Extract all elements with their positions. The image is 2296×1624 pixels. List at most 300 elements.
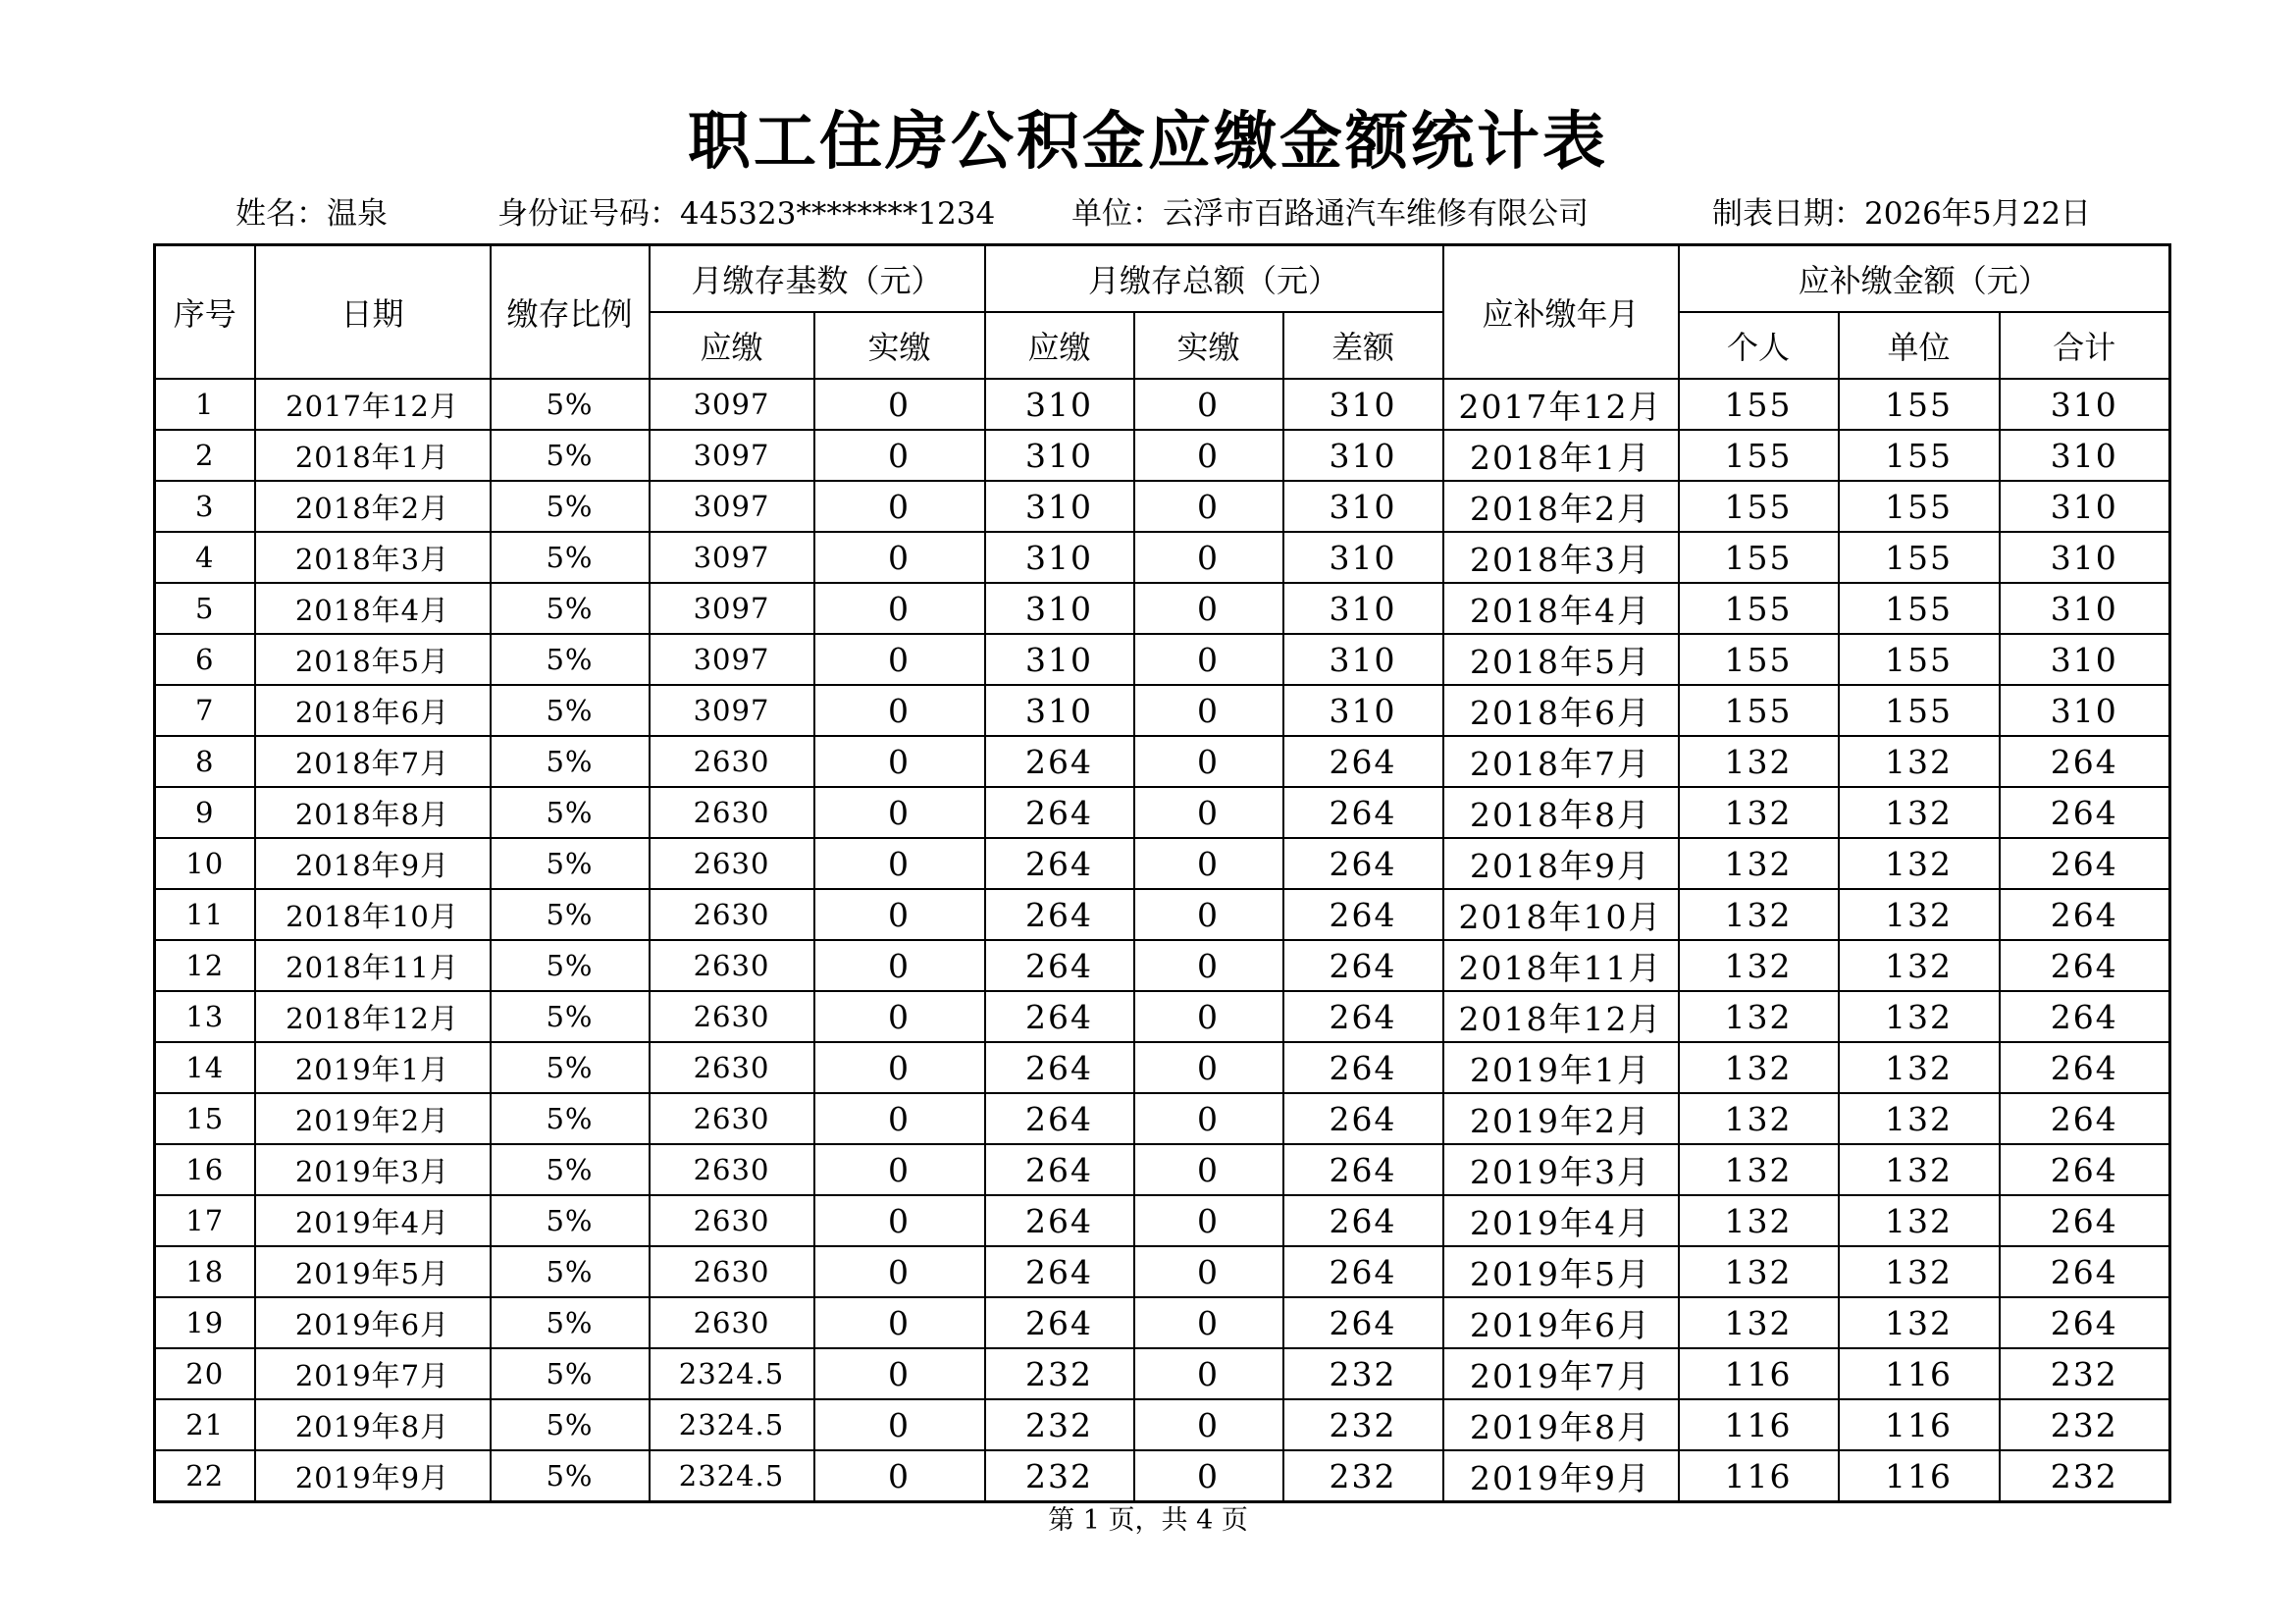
table-row xyxy=(155,889,2170,940)
cell-base-due: 2630 xyxy=(650,1093,814,1144)
cell-company: 116 xyxy=(1839,1348,2000,1399)
cell-sum: 264 xyxy=(2000,838,2170,889)
cell-total-paid: 0 xyxy=(1134,1450,1283,1502)
cell-month: 2018年9月 xyxy=(1443,838,1679,889)
cell-company: 132 xyxy=(1839,787,2000,838)
cell-seq: 20 xyxy=(155,1348,255,1399)
table-row xyxy=(155,991,2170,1042)
cell-date: 2019年7月 xyxy=(255,1348,491,1399)
table-row xyxy=(155,430,2170,481)
cell-company: 155 xyxy=(1839,379,2000,430)
cell-ratio: 5% xyxy=(491,481,650,532)
cell-base-due: 3097 xyxy=(650,583,814,634)
cell-ratio: 5% xyxy=(491,889,650,940)
cell-total-due: 264 xyxy=(985,1093,1134,1144)
cell-base-due: 2630 xyxy=(650,838,814,889)
cell-base-paid: 0 xyxy=(814,940,985,991)
cell-date: 2019年4月 xyxy=(255,1195,491,1246)
cell-sum: 264 xyxy=(2000,1093,2170,1144)
cell-total-due: 310 xyxy=(985,430,1134,481)
cell-base-due: 2324.5 xyxy=(650,1399,814,1450)
employer-unit: 单位：云浮市百路通汽车维修有限公司 xyxy=(1071,196,1589,232)
cell-diff: 310 xyxy=(1283,685,1443,736)
cell-ratio: 5% xyxy=(491,838,650,889)
cell-base-due: 2630 xyxy=(650,991,814,1042)
cell-total-due: 310 xyxy=(985,685,1134,736)
employee-name: 姓名：温泉 xyxy=(235,196,388,232)
cell-base-paid: 0 xyxy=(814,787,985,838)
header-base: 月缴存基数（元） xyxy=(650,245,985,313)
cell-company: 132 xyxy=(1839,1297,2000,1348)
cell-total-paid: 0 xyxy=(1134,1348,1283,1399)
cell-seq: 3 xyxy=(155,481,255,532)
cell-company: 132 xyxy=(1839,1042,2000,1093)
cell-total-due: 264 xyxy=(985,787,1134,838)
header-amount: 应补缴金额（元） xyxy=(1679,245,2170,313)
cell-seq: 19 xyxy=(155,1297,255,1348)
table-row xyxy=(155,1297,2170,1348)
cell-base-due: 2630 xyxy=(650,1042,814,1093)
cell-total-paid: 0 xyxy=(1134,1042,1283,1093)
cell-diff: 310 xyxy=(1283,532,1443,583)
header-total-paid: 实缴 xyxy=(1134,312,1283,379)
cell-date: 2018年11月 xyxy=(255,940,491,991)
cell-diff: 264 xyxy=(1283,1042,1443,1093)
cell-sum: 310 xyxy=(2000,379,2170,430)
cell-date: 2018年9月 xyxy=(255,838,491,889)
cell-diff: 232 xyxy=(1283,1450,1443,1502)
cell-seq: 22 xyxy=(155,1450,255,1502)
cell-total-due: 310 xyxy=(985,379,1134,430)
cell-sum: 232 xyxy=(2000,1348,2170,1399)
cell-company: 132 xyxy=(1839,889,2000,940)
cell-date: 2018年7月 xyxy=(255,736,491,787)
cell-total-due: 264 xyxy=(985,736,1134,787)
cell-seq: 8 xyxy=(155,736,255,787)
cell-total-paid: 0 xyxy=(1134,889,1283,940)
cell-total-paid: 0 xyxy=(1134,481,1283,532)
cell-total-paid: 0 xyxy=(1134,685,1283,736)
cell-total-paid: 0 xyxy=(1134,379,1283,430)
cell-personal: 116 xyxy=(1679,1399,1839,1450)
cell-seq: 17 xyxy=(155,1195,255,1246)
cell-base-paid: 0 xyxy=(814,1093,985,1144)
table-row xyxy=(155,379,2170,430)
cell-diff: 264 xyxy=(1283,991,1443,1042)
cell-seq: 9 xyxy=(155,787,255,838)
cell-total-due: 264 xyxy=(985,889,1134,940)
header-total-due: 应缴 xyxy=(985,312,1134,379)
cell-sum: 264 xyxy=(2000,736,2170,787)
cell-month: 2019年9月 xyxy=(1443,1450,1679,1502)
table-row xyxy=(155,1144,2170,1195)
cell-total-paid: 0 xyxy=(1134,787,1283,838)
table-row xyxy=(155,685,2170,736)
cell-month: 2018年1月 xyxy=(1443,430,1679,481)
cell-date: 2018年2月 xyxy=(255,481,491,532)
cell-diff: 310 xyxy=(1283,379,1443,430)
cell-ratio: 5% xyxy=(491,430,650,481)
cell-month: 2018年2月 xyxy=(1443,481,1679,532)
cell-total-due: 232 xyxy=(985,1399,1134,1450)
cell-base-paid: 0 xyxy=(814,1297,985,1348)
cell-month: 2017年12月 xyxy=(1443,379,1679,430)
cell-company: 132 xyxy=(1839,736,2000,787)
cell-base-due: 3097 xyxy=(650,481,814,532)
header-sum: 合计 xyxy=(2000,312,2170,379)
cell-base-paid: 0 xyxy=(814,838,985,889)
cell-total-due: 264 xyxy=(985,940,1134,991)
cell-seq: 7 xyxy=(155,685,255,736)
id-number: 身份证号码：445323********1234 xyxy=(497,196,996,232)
cell-company: 155 xyxy=(1839,430,2000,481)
cell-diff: 264 xyxy=(1283,1195,1443,1246)
cell-seq: 11 xyxy=(155,889,255,940)
cell-personal: 155 xyxy=(1679,685,1839,736)
cell-sum: 264 xyxy=(2000,1297,2170,1348)
cell-personal: 155 xyxy=(1679,583,1839,634)
cell-personal: 132 xyxy=(1679,1042,1839,1093)
header-base-paid: 实缴 xyxy=(814,312,985,379)
cell-base-paid: 0 xyxy=(814,685,985,736)
cell-date: 2019年2月 xyxy=(255,1093,491,1144)
cell-diff: 310 xyxy=(1283,481,1443,532)
cell-date: 2019年5月 xyxy=(255,1246,491,1297)
cell-seq: 6 xyxy=(155,634,255,685)
table-row xyxy=(155,1450,2170,1502)
cell-personal: 132 xyxy=(1679,1297,1839,1348)
cell-seq: 1 xyxy=(155,379,255,430)
cell-ratio: 5% xyxy=(491,1093,650,1144)
cell-diff: 232 xyxy=(1283,1348,1443,1399)
cell-base-paid: 0 xyxy=(814,1399,985,1450)
header-diff: 差额 xyxy=(1283,312,1443,379)
cell-base-paid: 0 xyxy=(814,1246,985,1297)
table-row xyxy=(155,583,2170,634)
cell-base-due: 3097 xyxy=(650,379,814,430)
cell-month: 2019年2月 xyxy=(1443,1093,1679,1144)
cell-total-paid: 0 xyxy=(1134,430,1283,481)
page-footer: 第 1 页，共 4 页 xyxy=(1048,1505,1248,1536)
cell-month: 2018年6月 xyxy=(1443,685,1679,736)
cell-company: 155 xyxy=(1839,685,2000,736)
cell-total-due: 264 xyxy=(985,1042,1134,1093)
cell-sum: 264 xyxy=(2000,1246,2170,1297)
cell-sum: 232 xyxy=(2000,1450,2170,1502)
cell-month: 2018年5月 xyxy=(1443,634,1679,685)
cell-base-due: 2630 xyxy=(650,736,814,787)
cell-month: 2019年8月 xyxy=(1443,1399,1679,1450)
page-title: 职工住房公积金应缴金额统计表 xyxy=(688,106,1608,179)
cell-base-paid: 0 xyxy=(814,1144,985,1195)
cell-company: 155 xyxy=(1839,583,2000,634)
cell-diff: 264 xyxy=(1283,1093,1443,1144)
cell-date: 2019年9月 xyxy=(255,1450,491,1502)
cell-total-due: 264 xyxy=(985,838,1134,889)
cell-base-paid: 0 xyxy=(814,991,985,1042)
cell-sum: 264 xyxy=(2000,991,2170,1042)
cell-sum: 264 xyxy=(2000,1144,2170,1195)
cell-diff: 264 xyxy=(1283,1144,1443,1195)
cell-base-due: 3097 xyxy=(650,430,814,481)
cell-date: 2018年5月 xyxy=(255,634,491,685)
cell-base-due: 2324.5 xyxy=(650,1348,814,1399)
cell-month: 2019年4月 xyxy=(1443,1195,1679,1246)
cell-diff: 264 xyxy=(1283,838,1443,889)
cell-date: 2018年12月 xyxy=(255,991,491,1042)
cell-seq: 2 xyxy=(155,430,255,481)
cell-diff: 310 xyxy=(1283,430,1443,481)
cell-base-paid: 0 xyxy=(814,532,985,583)
cell-sum: 264 xyxy=(2000,889,2170,940)
header-seq: 序号 xyxy=(155,245,255,380)
cell-date: 2018年8月 xyxy=(255,787,491,838)
cell-sum: 310 xyxy=(2000,481,2170,532)
table-row xyxy=(155,481,2170,532)
cell-total-paid: 0 xyxy=(1134,1399,1283,1450)
report-date: 制表日期：2026年5月22日 xyxy=(1712,196,2092,232)
cell-total-due: 264 xyxy=(985,991,1134,1042)
cell-company: 116 xyxy=(1839,1399,2000,1450)
table-row xyxy=(155,1093,2170,1144)
cell-company: 132 xyxy=(1839,1195,2000,1246)
cell-ratio: 5% xyxy=(491,1195,650,1246)
cell-base-paid: 0 xyxy=(814,736,985,787)
cell-date: 2019年6月 xyxy=(255,1297,491,1348)
cell-personal: 155 xyxy=(1679,481,1839,532)
cell-diff: 264 xyxy=(1283,736,1443,787)
cell-sum: 310 xyxy=(2000,430,2170,481)
cell-date: 2017年12月 xyxy=(255,379,491,430)
cell-ratio: 5% xyxy=(491,1399,650,1450)
table-row xyxy=(155,1195,2170,1246)
cell-total-paid: 0 xyxy=(1134,1297,1283,1348)
cell-ratio: 5% xyxy=(491,1042,650,1093)
cell-company: 155 xyxy=(1839,634,2000,685)
cell-seq: 10 xyxy=(155,838,255,889)
cell-total-due: 310 xyxy=(985,481,1134,532)
cell-seq: 15 xyxy=(155,1093,255,1144)
cell-base-due: 2630 xyxy=(650,1144,814,1195)
table-row xyxy=(155,1246,2170,1297)
cell-diff: 310 xyxy=(1283,634,1443,685)
cell-base-due: 2324.5 xyxy=(650,1450,814,1502)
cell-date: 2019年8月 xyxy=(255,1399,491,1450)
cell-company: 155 xyxy=(1839,481,2000,532)
cell-sum: 264 xyxy=(2000,1195,2170,1246)
cell-base-due: 2630 xyxy=(650,1297,814,1348)
cell-total-paid: 0 xyxy=(1134,991,1283,1042)
cell-company: 132 xyxy=(1839,940,2000,991)
cell-date: 2018年10月 xyxy=(255,889,491,940)
header-month: 应补缴年月 xyxy=(1443,245,1679,380)
cell-base-due: 2630 xyxy=(650,1246,814,1297)
cell-personal: 132 xyxy=(1679,736,1839,787)
cell-ratio: 5% xyxy=(491,583,650,634)
cell-total-due: 264 xyxy=(985,1195,1134,1246)
cell-seq: 13 xyxy=(155,991,255,1042)
cell-total-paid: 0 xyxy=(1134,634,1283,685)
table-row xyxy=(155,787,2170,838)
cell-personal: 132 xyxy=(1679,838,1839,889)
cell-seq: 5 xyxy=(155,583,255,634)
cell-date: 2018年6月 xyxy=(255,685,491,736)
cell-sum: 232 xyxy=(2000,1399,2170,1450)
cell-diff: 264 xyxy=(1283,940,1443,991)
header-total: 月缴存总额（元） xyxy=(985,245,1443,313)
cell-company: 132 xyxy=(1839,1246,2000,1297)
cell-diff: 264 xyxy=(1283,1297,1443,1348)
cell-base-paid: 0 xyxy=(814,379,985,430)
cell-base-paid: 0 xyxy=(814,583,985,634)
cell-seq: 12 xyxy=(155,940,255,991)
cell-ratio: 5% xyxy=(491,1144,650,1195)
cell-ratio: 5% xyxy=(491,379,650,430)
cell-base-due: 3097 xyxy=(650,685,814,736)
cell-personal: 132 xyxy=(1679,940,1839,991)
cell-month: 2019年5月 xyxy=(1443,1246,1679,1297)
cell-month: 2018年3月 xyxy=(1443,532,1679,583)
cell-total-due: 264 xyxy=(985,1144,1134,1195)
cell-personal: 155 xyxy=(1679,379,1839,430)
cell-seq: 16 xyxy=(155,1144,255,1195)
cell-personal: 155 xyxy=(1679,430,1839,481)
cell-base-due: 2630 xyxy=(650,787,814,838)
cell-ratio: 5% xyxy=(491,1348,650,1399)
cell-base-due: 2630 xyxy=(650,940,814,991)
cell-total-paid: 0 xyxy=(1134,1093,1283,1144)
cell-base-paid: 0 xyxy=(814,1195,985,1246)
cell-personal: 155 xyxy=(1679,532,1839,583)
cell-personal: 116 xyxy=(1679,1348,1839,1399)
header-date: 日期 xyxy=(255,245,491,380)
cell-total-paid: 0 xyxy=(1134,940,1283,991)
cell-base-due: 3097 xyxy=(650,634,814,685)
cell-ratio: 5% xyxy=(491,685,650,736)
cell-total-paid: 0 xyxy=(1134,1246,1283,1297)
cell-sum: 310 xyxy=(2000,532,2170,583)
cell-base-paid: 0 xyxy=(814,1450,985,1502)
cell-sum: 310 xyxy=(2000,685,2170,736)
table-row xyxy=(155,940,2170,991)
cell-month: 2018年7月 xyxy=(1443,736,1679,787)
cell-ratio: 5% xyxy=(491,1450,650,1502)
cell-date: 2018年3月 xyxy=(255,532,491,583)
table-row xyxy=(155,838,2170,889)
cell-diff: 264 xyxy=(1283,889,1443,940)
cell-company: 155 xyxy=(1839,532,2000,583)
cell-company: 132 xyxy=(1839,991,2000,1042)
cell-total-due: 310 xyxy=(985,583,1134,634)
cell-company: 132 xyxy=(1839,1144,2000,1195)
cell-ratio: 5% xyxy=(491,736,650,787)
contribution-table xyxy=(153,243,2171,1503)
cell-personal: 132 xyxy=(1679,889,1839,940)
cell-base-due: 3097 xyxy=(650,532,814,583)
cell-base-paid: 0 xyxy=(814,1042,985,1093)
cell-date: 2018年1月 xyxy=(255,430,491,481)
header-base-due: 应缴 xyxy=(650,312,814,379)
cell-total-due: 232 xyxy=(985,1450,1134,1502)
cell-month: 2018年4月 xyxy=(1443,583,1679,634)
cell-total-due: 310 xyxy=(985,532,1134,583)
cell-total-paid: 0 xyxy=(1134,583,1283,634)
cell-base-paid: 0 xyxy=(814,481,985,532)
cell-total-paid: 0 xyxy=(1134,532,1283,583)
cell-personal: 155 xyxy=(1679,634,1839,685)
cell-date: 2019年1月 xyxy=(255,1042,491,1093)
cell-seq: 14 xyxy=(155,1042,255,1093)
cell-sum: 310 xyxy=(2000,634,2170,685)
cell-seq: 4 xyxy=(155,532,255,583)
cell-personal: 132 xyxy=(1679,1195,1839,1246)
cell-ratio: 5% xyxy=(491,1297,650,1348)
cell-total-paid: 0 xyxy=(1134,736,1283,787)
cell-personal: 132 xyxy=(1679,1144,1839,1195)
cell-personal: 132 xyxy=(1679,1093,1839,1144)
cell-personal: 116 xyxy=(1679,1450,1839,1502)
cell-total-paid: 0 xyxy=(1134,1144,1283,1195)
cell-month: 2019年3月 xyxy=(1443,1144,1679,1195)
cell-base-paid: 0 xyxy=(814,430,985,481)
cell-base-due: 2630 xyxy=(650,1195,814,1246)
cell-total-due: 264 xyxy=(985,1246,1134,1297)
table-row xyxy=(155,634,2170,685)
cell-total-due: 310 xyxy=(985,634,1134,685)
cell-personal: 132 xyxy=(1679,1246,1839,1297)
cell-diff: 264 xyxy=(1283,787,1443,838)
cell-date: 2019年3月 xyxy=(255,1144,491,1195)
cell-personal: 132 xyxy=(1679,787,1839,838)
cell-month: 2019年7月 xyxy=(1443,1348,1679,1399)
cell-date: 2018年4月 xyxy=(255,583,491,634)
table-row xyxy=(155,736,2170,787)
header-company: 单位 xyxy=(1839,312,2000,379)
cell-seq: 21 xyxy=(155,1399,255,1450)
cell-company: 132 xyxy=(1839,838,2000,889)
cell-ratio: 5% xyxy=(491,940,650,991)
cell-month: 2018年11月 xyxy=(1443,940,1679,991)
cell-ratio: 5% xyxy=(491,787,650,838)
header-ratio: 缴存比例 xyxy=(491,245,650,380)
cell-ratio: 5% xyxy=(491,1246,650,1297)
cell-total-paid: 0 xyxy=(1134,838,1283,889)
header-personal: 个人 xyxy=(1679,312,1839,379)
table-row xyxy=(155,1399,2170,1450)
cell-company: 116 xyxy=(1839,1450,2000,1502)
cell-month: 2018年12月 xyxy=(1443,991,1679,1042)
cell-diff: 264 xyxy=(1283,1246,1443,1297)
cell-total-due: 264 xyxy=(985,1297,1134,1348)
cell-diff: 310 xyxy=(1283,583,1443,634)
cell-base-paid: 0 xyxy=(814,889,985,940)
cell-sum: 264 xyxy=(2000,1042,2170,1093)
cell-month: 2018年8月 xyxy=(1443,787,1679,838)
cell-diff: 232 xyxy=(1283,1399,1443,1450)
table-body xyxy=(155,379,2170,1502)
cell-sum: 264 xyxy=(2000,940,2170,991)
cell-total-due: 232 xyxy=(985,1348,1134,1399)
cell-sum: 310 xyxy=(2000,583,2170,634)
cell-month: 2019年6月 xyxy=(1443,1297,1679,1348)
table-row xyxy=(155,1348,2170,1399)
cell-month: 2019年1月 xyxy=(1443,1042,1679,1093)
cell-base-paid: 0 xyxy=(814,1348,985,1399)
cell-ratio: 5% xyxy=(491,991,650,1042)
table-row xyxy=(155,1042,2170,1093)
cell-total-paid: 0 xyxy=(1134,1195,1283,1246)
cell-seq: 18 xyxy=(155,1246,255,1297)
